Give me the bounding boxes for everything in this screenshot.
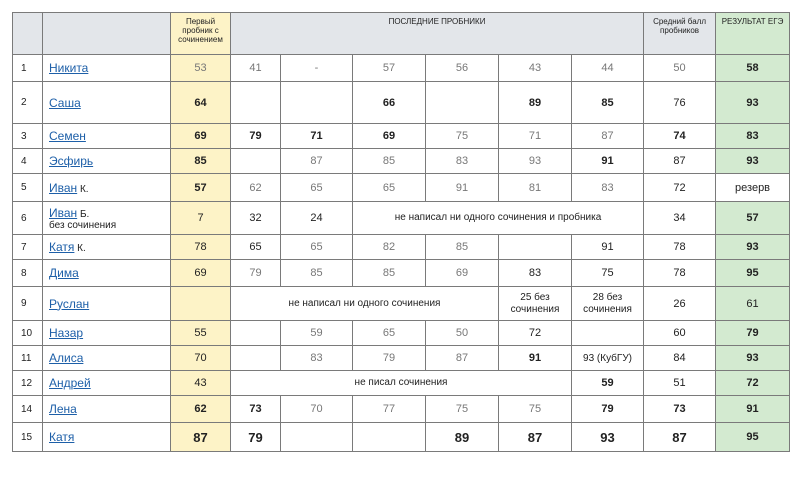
test-score-6: 85 bbox=[572, 82, 644, 124]
table-row bbox=[13, 321, 790, 346]
table-row bbox=[13, 202, 790, 235]
test-score-6: 79 bbox=[572, 396, 644, 423]
results-table-container bbox=[12, 12, 790, 452]
average-score: 76 bbox=[644, 82, 716, 124]
test-score-2: 71 bbox=[281, 124, 353, 149]
average-score: 51 bbox=[644, 371, 716, 396]
average-score: 87 bbox=[644, 423, 716, 452]
header-avg: Средний балл пробников bbox=[644, 13, 716, 55]
test-score-1: 79 bbox=[231, 124, 281, 149]
test-score-4: 75 bbox=[426, 396, 499, 423]
test-score-6: 91 bbox=[572, 235, 644, 260]
average-score: 50 bbox=[644, 55, 716, 82]
first-test-score: 64 bbox=[171, 82, 231, 124]
first-test-score: 43 bbox=[171, 371, 231, 396]
test-score-1: 32 bbox=[231, 202, 281, 235]
first-test-score: 70 bbox=[171, 346, 231, 371]
test-score-5: 43 bbox=[499, 55, 572, 82]
test-score-3 bbox=[353, 423, 426, 452]
test-score-6: 44 bbox=[572, 55, 644, 82]
test-score-5: 71 bbox=[499, 124, 572, 149]
test-score-1: 79 bbox=[231, 260, 281, 287]
exam-result: 93 bbox=[716, 82, 790, 124]
test-score-1: 73 bbox=[231, 396, 281, 423]
test-score-4 bbox=[426, 82, 499, 124]
test-score-1: 62 bbox=[231, 174, 281, 202]
student-name bbox=[43, 55, 171, 82]
test-score-4: 89 bbox=[426, 423, 499, 452]
table-row bbox=[13, 396, 790, 423]
row-number: 10 bbox=[13, 321, 43, 346]
student-initial: Б. bbox=[77, 208, 90, 220]
average-score: 74 bbox=[644, 124, 716, 149]
student-note: без сочинения bbox=[49, 219, 117, 231]
student-link[interactable]: Алиса bbox=[49, 351, 84, 365]
test-score-1 bbox=[231, 346, 281, 371]
header-last: ПОСЛЕДНИЕ ПРОБНИКИ bbox=[231, 13, 644, 55]
table-row bbox=[13, 346, 790, 371]
test-score-4: 69 bbox=[426, 260, 499, 287]
test-score-4: 56 bbox=[426, 55, 499, 82]
no-tests-note: не написал ни одного сочинения и пробника bbox=[353, 202, 644, 235]
test-score-2 bbox=[281, 423, 353, 452]
exam-result: 72 bbox=[716, 371, 790, 396]
student-initial: К. bbox=[77, 183, 89, 195]
test-score-3: 66 bbox=[353, 82, 426, 124]
average-score: 60 bbox=[644, 321, 716, 346]
test-score-3: 57 bbox=[353, 55, 426, 82]
test-score-6: 59 bbox=[572, 371, 644, 396]
test-score-4: 91 bbox=[426, 174, 499, 202]
first-test-score: 7 bbox=[171, 202, 231, 235]
header-num bbox=[13, 13, 43, 55]
table-row bbox=[13, 287, 790, 321]
exam-result: 93 bbox=[716, 235, 790, 260]
test-score-5: 87 bbox=[499, 423, 572, 452]
table-row bbox=[13, 371, 790, 396]
test-score-5: 91 bbox=[499, 346, 572, 371]
table-row bbox=[13, 55, 790, 82]
test-score-3: 69 bbox=[353, 124, 426, 149]
table-row bbox=[13, 174, 790, 202]
exam-result: 91 bbox=[716, 396, 790, 423]
test-score-1 bbox=[231, 321, 281, 346]
student-link[interactable]: Иван bbox=[49, 180, 78, 195]
header-result: РЕЗУЛЬТАТ ЕГЭ bbox=[716, 13, 790, 55]
test-score-2: 85 bbox=[281, 260, 353, 287]
first-test-score: 53 bbox=[171, 55, 231, 82]
student-name bbox=[43, 346, 171, 371]
student-name bbox=[43, 235, 171, 260]
test-score-3: 85 bbox=[353, 260, 426, 287]
first-test-score: 55 bbox=[171, 321, 231, 346]
student-name bbox=[43, 174, 171, 202]
first-test-score: 62 bbox=[171, 396, 231, 423]
header-name bbox=[43, 13, 171, 55]
exam-result: 93 bbox=[716, 149, 790, 174]
row-number: 4 bbox=[13, 149, 43, 174]
test-score-6: 28 без сочинения bbox=[572, 287, 644, 321]
test-score-5: 93 bbox=[499, 149, 572, 174]
test-score-2: 59 bbox=[281, 321, 353, 346]
table-row bbox=[13, 423, 790, 452]
test-score-3: 77 bbox=[353, 396, 426, 423]
row-number: 12 bbox=[13, 371, 43, 396]
student-link[interactable]: Семен bbox=[49, 129, 86, 143]
student-link[interactable]: Андрей bbox=[49, 376, 91, 390]
first-test-score: 57 bbox=[171, 174, 231, 202]
test-score-2: 65 bbox=[281, 235, 353, 260]
average-score: 73 bbox=[644, 396, 716, 423]
header-first: Первый пробник с сочинением bbox=[171, 13, 231, 55]
row-number: 2 bbox=[13, 82, 43, 124]
table-row bbox=[13, 124, 790, 149]
average-score: 34 bbox=[644, 202, 716, 235]
row-number: 11 bbox=[13, 346, 43, 371]
student-link[interactable]: Эсфирь bbox=[49, 154, 94, 168]
average-score: 84 bbox=[644, 346, 716, 371]
average-score: 78 bbox=[644, 260, 716, 287]
student-initial: К. bbox=[74, 243, 86, 254]
row-number: 8 bbox=[13, 260, 43, 287]
test-score-1: 41 bbox=[231, 55, 281, 82]
no-essay-note: не написал ни одного сочинения bbox=[231, 287, 499, 321]
first-test-score: 87 bbox=[171, 423, 231, 452]
first-test-score bbox=[171, 287, 231, 321]
test-score-3: 82 bbox=[353, 235, 426, 260]
test-score-5: 25 без сочинения bbox=[499, 287, 572, 321]
exam-result: 95 bbox=[716, 260, 790, 287]
student-name bbox=[43, 149, 171, 174]
exam-result: 95 bbox=[716, 423, 790, 452]
row-number: 15 bbox=[13, 423, 43, 452]
test-score-1 bbox=[231, 149, 281, 174]
table-row bbox=[13, 260, 790, 287]
row-number: 6 bbox=[13, 202, 43, 235]
student-name bbox=[43, 124, 171, 149]
first-test-score: 78 bbox=[171, 235, 231, 260]
test-score-2: 65 bbox=[281, 174, 353, 202]
exam-result: 61 bbox=[716, 287, 790, 321]
test-score-3: 65 bbox=[353, 174, 426, 202]
student-link[interactable]: Иван bbox=[49, 205, 78, 220]
test-score-6: 93 (КубГУ) bbox=[572, 346, 644, 371]
test-score-4: 75 bbox=[426, 124, 499, 149]
test-score-6: 87 bbox=[572, 124, 644, 149]
row-number: 5 bbox=[13, 174, 43, 202]
average-score: 78 bbox=[644, 235, 716, 260]
student-link[interactable]: Никита bbox=[49, 61, 89, 75]
student-name bbox=[43, 82, 171, 124]
test-score-4: 83 bbox=[426, 149, 499, 174]
row-number: 14 bbox=[13, 396, 43, 423]
test-score-2 bbox=[281, 82, 353, 124]
no-essay-note: не писал сочинения bbox=[231, 371, 572, 396]
exam-result: 58 bbox=[716, 55, 790, 82]
exam-result: 93 bbox=[716, 346, 790, 371]
student-name bbox=[43, 371, 171, 396]
test-score-5 bbox=[499, 235, 572, 260]
test-score-4: 87 bbox=[426, 346, 499, 371]
test-score-6: 83 bbox=[572, 174, 644, 202]
test-score-4: 50 bbox=[426, 321, 499, 346]
table-row bbox=[13, 149, 790, 174]
exam-result: 83 bbox=[716, 124, 790, 149]
test-score-5: 89 bbox=[499, 82, 572, 124]
test-score-6: 75 bbox=[572, 260, 644, 287]
student-name bbox=[43, 423, 171, 452]
results-table bbox=[12, 12, 790, 452]
test-score-3: 79 bbox=[353, 346, 426, 371]
test-score-5: 81 bbox=[499, 174, 572, 202]
test-score-5: 83 bbox=[499, 260, 572, 287]
test-score-3: 85 bbox=[353, 149, 426, 174]
student-name bbox=[43, 396, 171, 423]
test-score-5: 72 bbox=[499, 321, 572, 346]
average-score: 72 bbox=[644, 174, 716, 202]
student-link[interactable]: Катя bbox=[49, 240, 75, 254]
row-number: 9 bbox=[13, 287, 43, 321]
student-link[interactable]: Назар bbox=[49, 326, 84, 340]
student-link[interactable]: Дима bbox=[49, 266, 79, 280]
student-link[interactable]: Саша bbox=[49, 95, 81, 110]
student-link[interactable]: Лена bbox=[49, 402, 77, 416]
test-score-2: 87 bbox=[281, 149, 353, 174]
first-test-score: 69 bbox=[171, 124, 231, 149]
test-score-6: 93 bbox=[572, 423, 644, 452]
student-link[interactable]: Катя bbox=[49, 430, 75, 444]
test-score-4: 85 bbox=[426, 235, 499, 260]
student-name bbox=[43, 321, 171, 346]
student-name bbox=[43, 260, 171, 287]
header-row bbox=[13, 13, 790, 55]
exam-result: резерв bbox=[716, 174, 790, 202]
test-score-2: 70 bbox=[281, 396, 353, 423]
row-number: 1 bbox=[13, 55, 43, 82]
average-score: 26 bbox=[644, 287, 716, 321]
average-score: 87 bbox=[644, 149, 716, 174]
first-test-score: 69 bbox=[171, 260, 231, 287]
test-score-3: 65 bbox=[353, 321, 426, 346]
exam-result: 79 bbox=[716, 321, 790, 346]
student-name bbox=[43, 287, 171, 321]
table-row bbox=[13, 235, 790, 260]
exam-result: 57 bbox=[716, 202, 790, 235]
test-score-1: 65 bbox=[231, 235, 281, 260]
row-number: 7 bbox=[13, 235, 43, 260]
student-name bbox=[43, 202, 171, 235]
test-score-1: 79 bbox=[231, 423, 281, 452]
test-score-2: 83 bbox=[281, 346, 353, 371]
test-score-1 bbox=[231, 82, 281, 124]
table-row bbox=[13, 82, 790, 124]
test-score-2: - bbox=[281, 55, 353, 82]
test-score-6 bbox=[572, 321, 644, 346]
first-test-score: 85 bbox=[171, 149, 231, 174]
test-score-2: 24 bbox=[281, 202, 353, 235]
student-link[interactable]: Руслан bbox=[49, 296, 90, 311]
row-number: 3 bbox=[13, 124, 43, 149]
test-score-5: 75 bbox=[499, 396, 572, 423]
test-score-6: 91 bbox=[572, 149, 644, 174]
